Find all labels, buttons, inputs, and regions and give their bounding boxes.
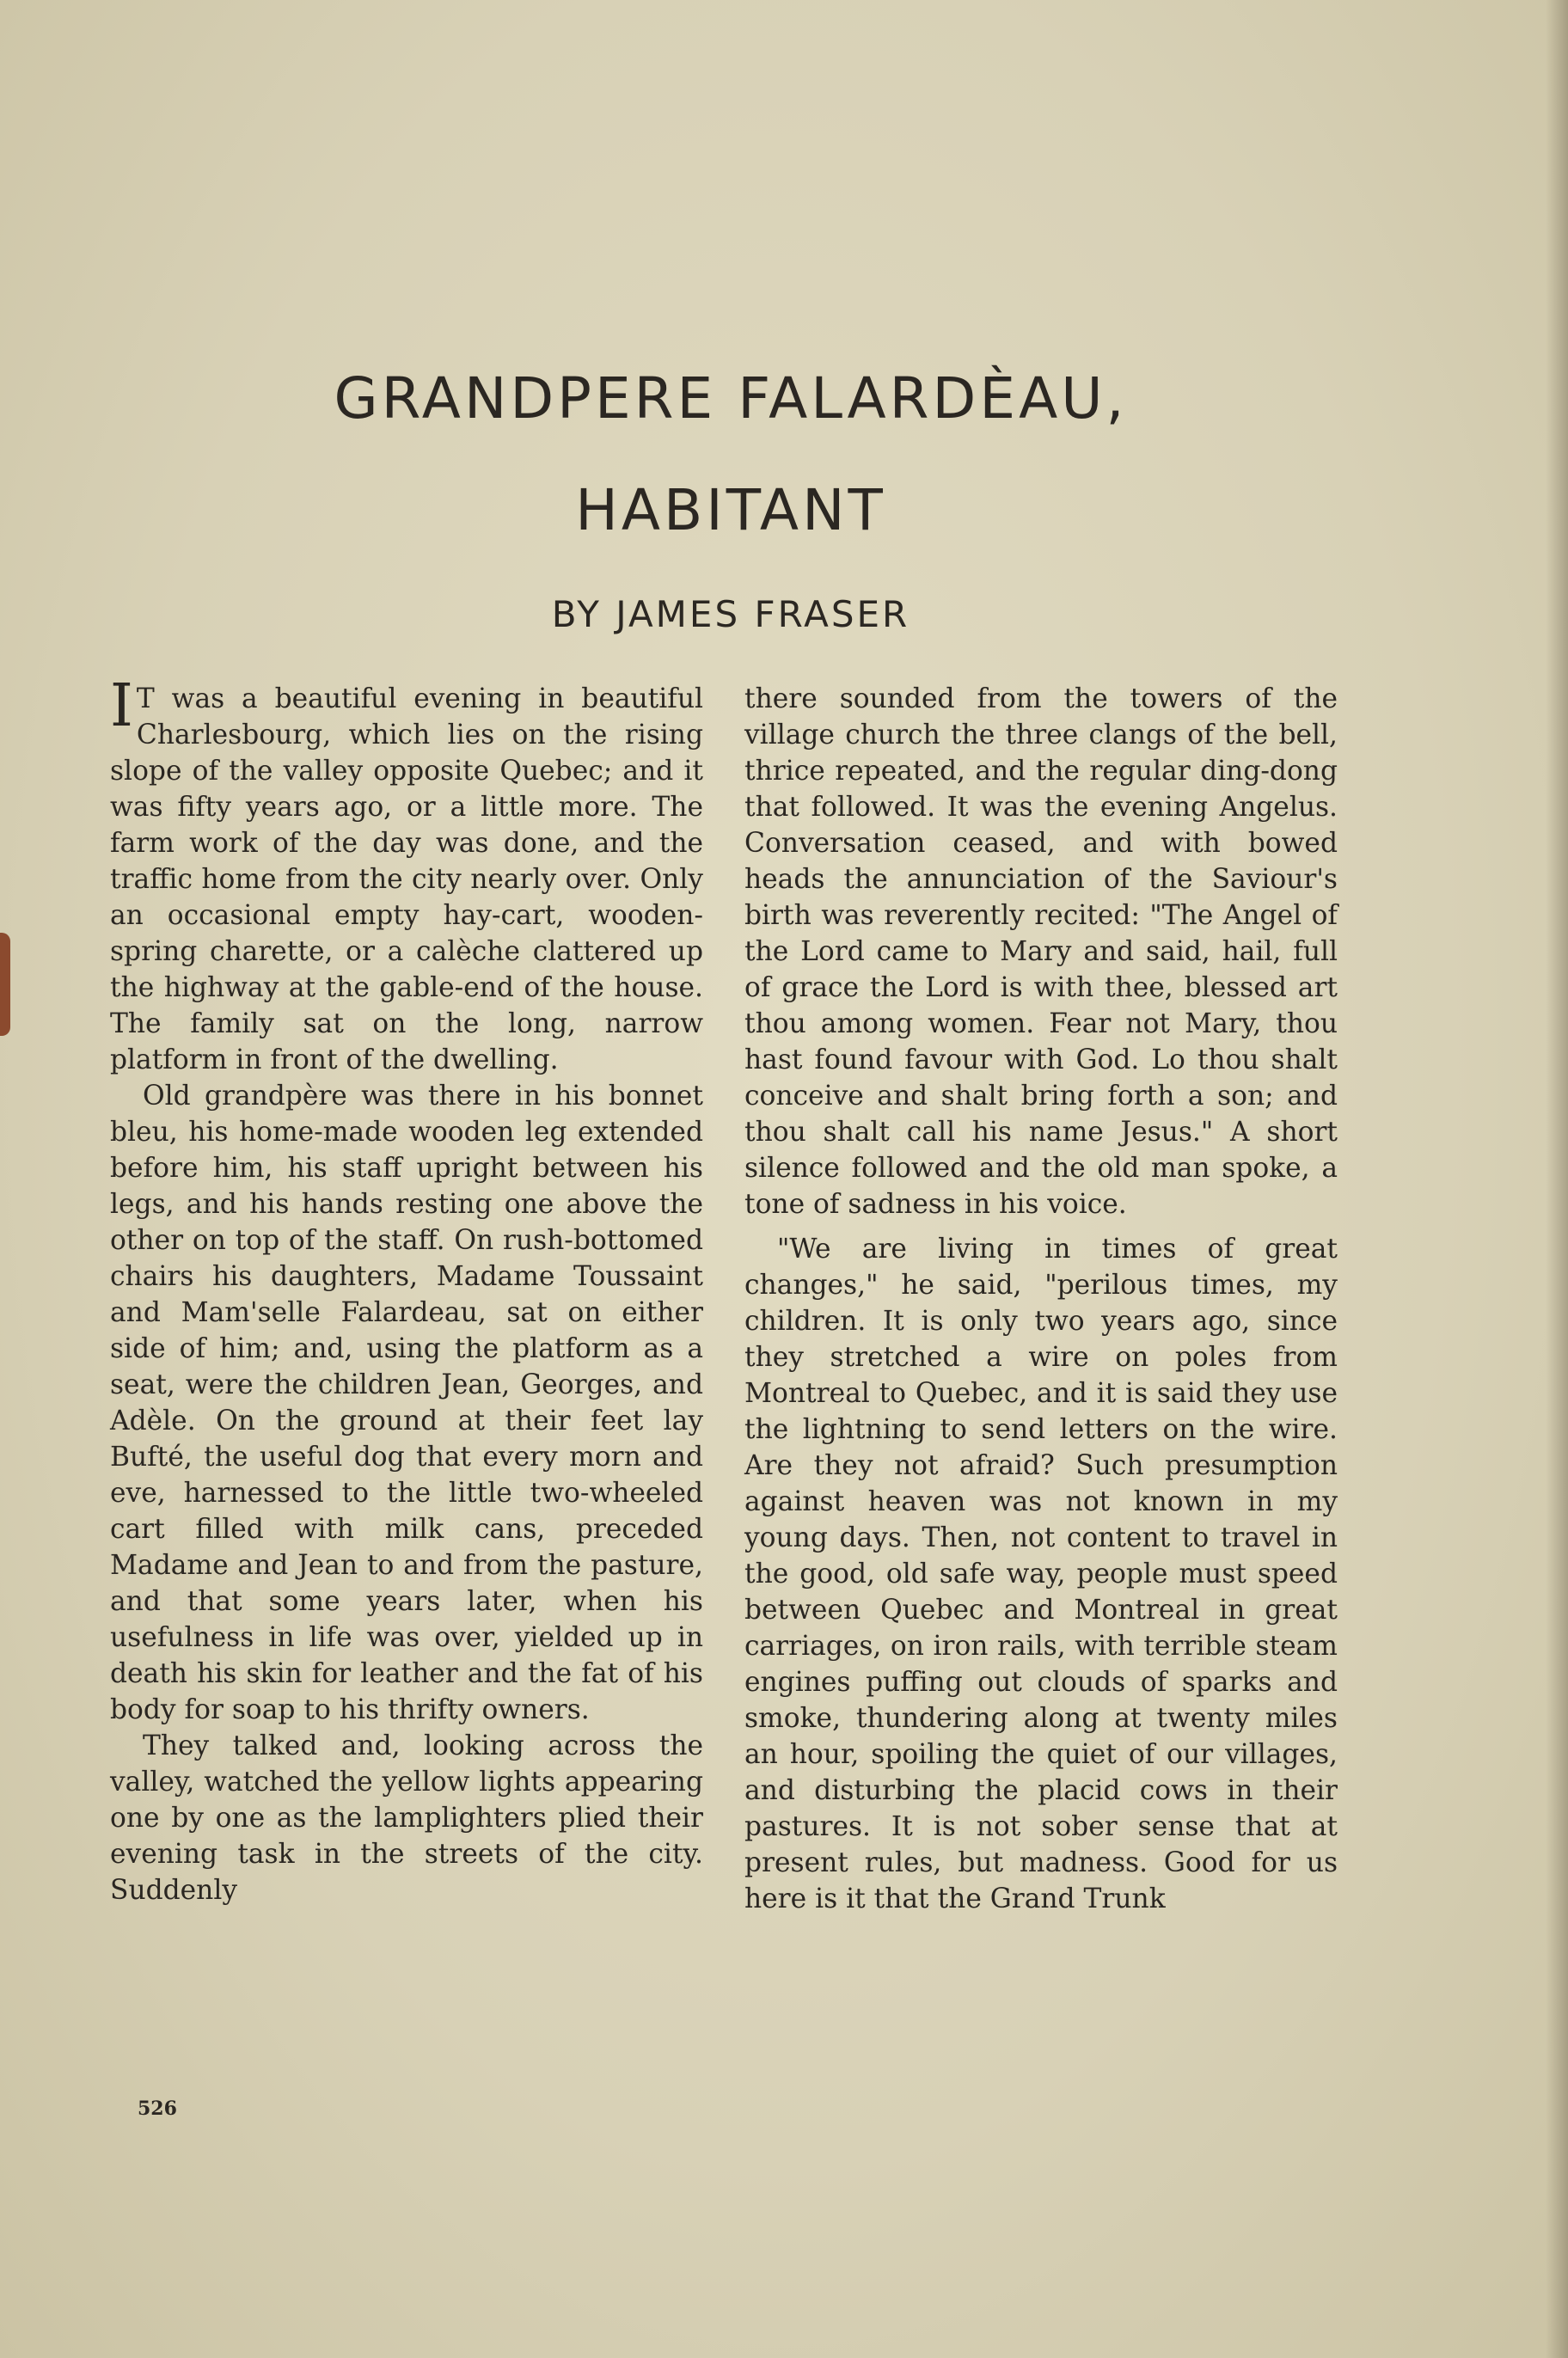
paragraph (110, 672, 703, 1078)
article-title-line-1: GRANDPERE FALARDÈAU, (334, 365, 1128, 432)
binding-tab (0, 933, 10, 1036)
paragraph: They talked and, looking across the valley, watched the yellow lights appearing one by one as the lamplighters plied their evening task in the streets of the city. Suddenly (110, 1730, 703, 1906)
paragraph: there sounded from the towers of the village church the three clangs of the bell, thrice repeated, and the regular ding-dong that followed. It was the evening Angelus. Conversation ceased, and with bowed heads the annunciation of the Saviour's birth was reverently recited: "The Angel of the Lord came to Mary and said, hail, full of grace the Lord is with thee, blessed art thou among women. Fear not Mary, thou hast found favour with God. Lo thou shalt conceive and shalt bring forth a son; and thou shalt call his name Jesus." A short silence followed and the old man spoke, a tone of sadness in his voice. (744, 683, 1338, 1220)
drop-cap: I (110, 672, 133, 740)
text-column-left (110, 672, 703, 1908)
paragraph-text: T was a beautiful evening in beautiful Charlesbourg, which lies on the rising slope of the valley opposite Quebec; and it was fifty years ago, or a little more. The farm work of the day was done, and the traffic home from the city nearly over. Only an occasional empty hay-cart, wooden-spring charette, or a calèche clattered up the highway at the gable-end of the house. The family sat on the long, narrow platform in front of the dwelling. (110, 683, 703, 1075)
text-column-right (744, 681, 1338, 1917)
article-title-line-2: HABITANT (575, 477, 886, 543)
paragraph: "We are living in times of great changes," he said, "perilous times, my children. It is only two years ago, since they stretched a wire on poles from Montreal to Quebec, and it is said they use the lightning to send letters on the wire. Are they not afraid? Such presumption against heaven was not known in my young days. Then, not content to travel in the good, old safe way, people must speed between Quebec and Montreal in great carriages, on iron rails, with terrible steam engines puffing out clouds of sparks and smoke, thundering along at twenty miles an hour, spoiling the quiet of our villages, and disturbing the placid cows in their pastures. It is not sober sense that at present rules, but madness. Good for us here is it that the Grand Trunk (744, 1234, 1338, 1914)
paragraph: Old grandpère was there in his bonnet bleu, his home-made wooden leg extended before him, his staff upright between his legs, and his hands resting one above the other on top of the staff. On rush-bottomed chairs his daughters, Madame Toussaint and Mam'selle Falardeau, sat on either side of him; and, using the platform as a seat, were the children Jean, Georges, and Adèle. On the ground at their feet lay Bufté, the useful dog that every morn and eve, harnessed to the little two-wheeled cart filled with milk cans, preceded Madame and Jean to and from the pasture, and that some years later, when his usefulness in life was over, yielded up in death his skin for leather and the fat of his body for soap to his thrifty owners. (110, 1081, 703, 1725)
page-edge-shadow (1546, 0, 1568, 2358)
page-number: 526 (138, 2098, 177, 2120)
article-byline: BY JAMES FRASER (551, 593, 910, 635)
